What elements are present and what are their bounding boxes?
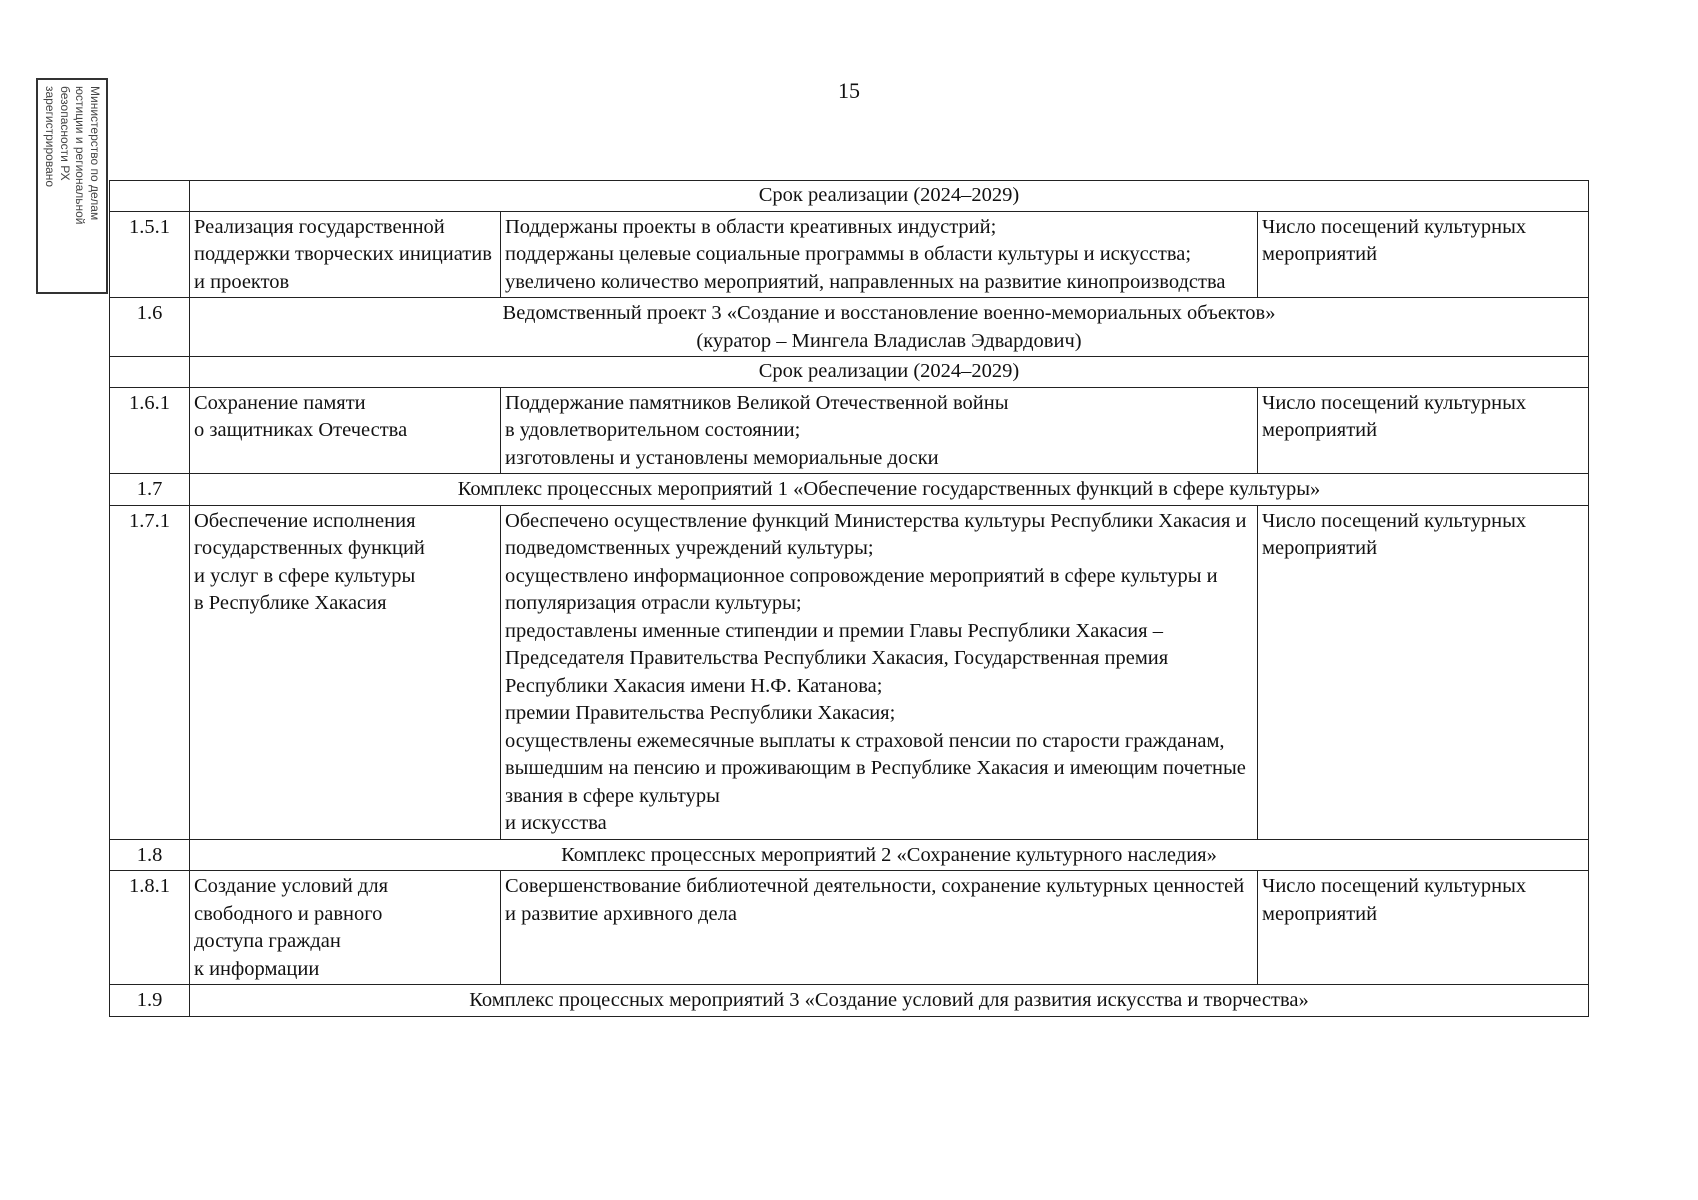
- task-line: Сохранение памяти: [194, 391, 366, 414]
- stamp-line: Министерство по делам: [88, 86, 102, 221]
- table-row: [110, 298, 1589, 357]
- page-number: 15: [838, 78, 860, 103]
- task-cell: [190, 387, 501, 474]
- result-line: увеличено количество мероприятий, направленных на развитие кинопроизводства: [505, 270, 1226, 293]
- result-line: Обеспечено осуществление функций Министерства культуры Республики Хакасия и подведомственных учреждений культуры;: [505, 509, 1247, 559]
- number-cell: 1.7.1: [110, 505, 190, 839]
- table-row: [110, 211, 1589, 298]
- result-line: Поддержаны проекты в области креативных индустрий;: [505, 215, 997, 238]
- task-line: Создание условий для: [194, 875, 389, 897]
- table-row: [110, 839, 1589, 871]
- number-cell: 1.6: [110, 298, 190, 357]
- task-cell: [190, 505, 501, 839]
- table-row: [110, 387, 1589, 474]
- section-title-cell: Комплекс процессных мероприятий 1 «Обеспечение государственных функций в сфере культуры»: [190, 474, 1589, 506]
- table-row: [110, 181, 1589, 212]
- number-cell: [110, 181, 190, 212]
- result-line: осуществлены ежемесячные выплаты к страховой пенсии по старости гражданам, вышедшим на пенсию и проживающим в Республике Хакасия и имеющим почетные звания в сфере культуры: [505, 729, 1246, 807]
- task-cell: Реализация государственной поддержки творческих инициатив и проектов: [190, 211, 501, 298]
- period-cell: Срок реализации (2024–2029): [190, 181, 1589, 212]
- section-curator: (куратор – Мингела Владислав Эдвардович): [696, 329, 1082, 352]
- result-line: поддержаны целевые социальные программы в области культуры и искусства;: [505, 243, 1192, 265]
- result-line: осуществлено информационное сопровождение мероприятий в сфере культуры и популяризация отрасли культуры;: [505, 564, 1218, 614]
- measures-table: [109, 180, 1589, 1017]
- table-row: [110, 871, 1589, 985]
- number-cell: [110, 357, 190, 388]
- number-cell: 1.8.1: [110, 871, 190, 985]
- stamp-line: юстиции и региональной: [73, 86, 87, 225]
- result-cell: [501, 387, 1258, 474]
- number-cell: 1.6.1: [110, 387, 190, 474]
- table-row: [110, 474, 1589, 506]
- task-cell: [190, 871, 501, 985]
- period-cell: Срок реализации (2024–2029): [190, 357, 1589, 388]
- section-title-cell: Комплекс процессных мероприятий 2 «Сохранение культурного наследия»: [190, 839, 1589, 871]
- table-row: [110, 505, 1589, 839]
- stamp-text: [38, 80, 106, 292]
- number-cell: 1.7: [110, 474, 190, 506]
- task-line: государственных функций: [194, 537, 425, 559]
- stamp-line: безопасности РХ: [58, 86, 72, 181]
- section-title: Ведомственный проект 3 «Создание и восстановление военно-мемориальных объектов»: [502, 302, 1276, 324]
- task-line: доступа граждан: [194, 930, 341, 952]
- task-line: к информации: [194, 957, 320, 980]
- result-cell: [501, 505, 1258, 839]
- result-line: изготовлены и установлены мемориальные доски: [505, 446, 939, 469]
- task-line: свободного и равного: [194, 902, 383, 925]
- table-row: [110, 985, 1589, 1017]
- indicator-cell: Число посещений культурных мероприятий: [1258, 387, 1589, 474]
- number-cell: 1.8: [110, 839, 190, 871]
- number-cell: 1.5.1: [110, 211, 190, 298]
- result-line: Поддержание памятников Великой Отечественной войны: [505, 391, 1009, 414]
- result-cell: [501, 211, 1258, 298]
- result-line: Совершенствование библиотечной деятельности, сохранение культурных ценностей и развитие архивного дела: [505, 875, 1245, 925]
- task-line: в Республике Хакасия: [194, 592, 387, 614]
- task-line: и услуг в сфере культуры: [194, 564, 416, 587]
- indicator-cell: Число посещений культурных мероприятий: [1258, 505, 1589, 839]
- table-row: [110, 357, 1589, 388]
- result-line: премии Правительства Республики Хакасия;: [505, 702, 896, 724]
- indicator-cell: Число посещений культурных мероприятий: [1258, 211, 1589, 298]
- section-title-cell: [190, 298, 1589, 357]
- result-line: и искусства: [505, 812, 607, 834]
- registration-stamp: [36, 78, 108, 294]
- result-line: в удовлетворительном состоянии;: [505, 419, 801, 441]
- stamp-line: зарегистрировано: [43, 86, 57, 188]
- task-line: Обеспечение исполнения: [194, 509, 416, 532]
- section-title-cell: Комплекс процессных мероприятий 3 «Создание условий для развития искусства и творчества»: [190, 985, 1589, 1017]
- result-cell: [501, 871, 1258, 985]
- number-cell: 1.9: [110, 985, 190, 1017]
- task-line: о защитниках Отечества: [194, 419, 408, 441]
- result-line: предоставлены именные стипендии и премии Главы Республики Хакасия – Председателя Правительства Республики Хакасия, Государственная премия Республики Хакасия имени Н.Ф. Катанова;: [505, 619, 1169, 697]
- indicator-cell: Число посещений культурных мероприятий: [1258, 871, 1589, 985]
